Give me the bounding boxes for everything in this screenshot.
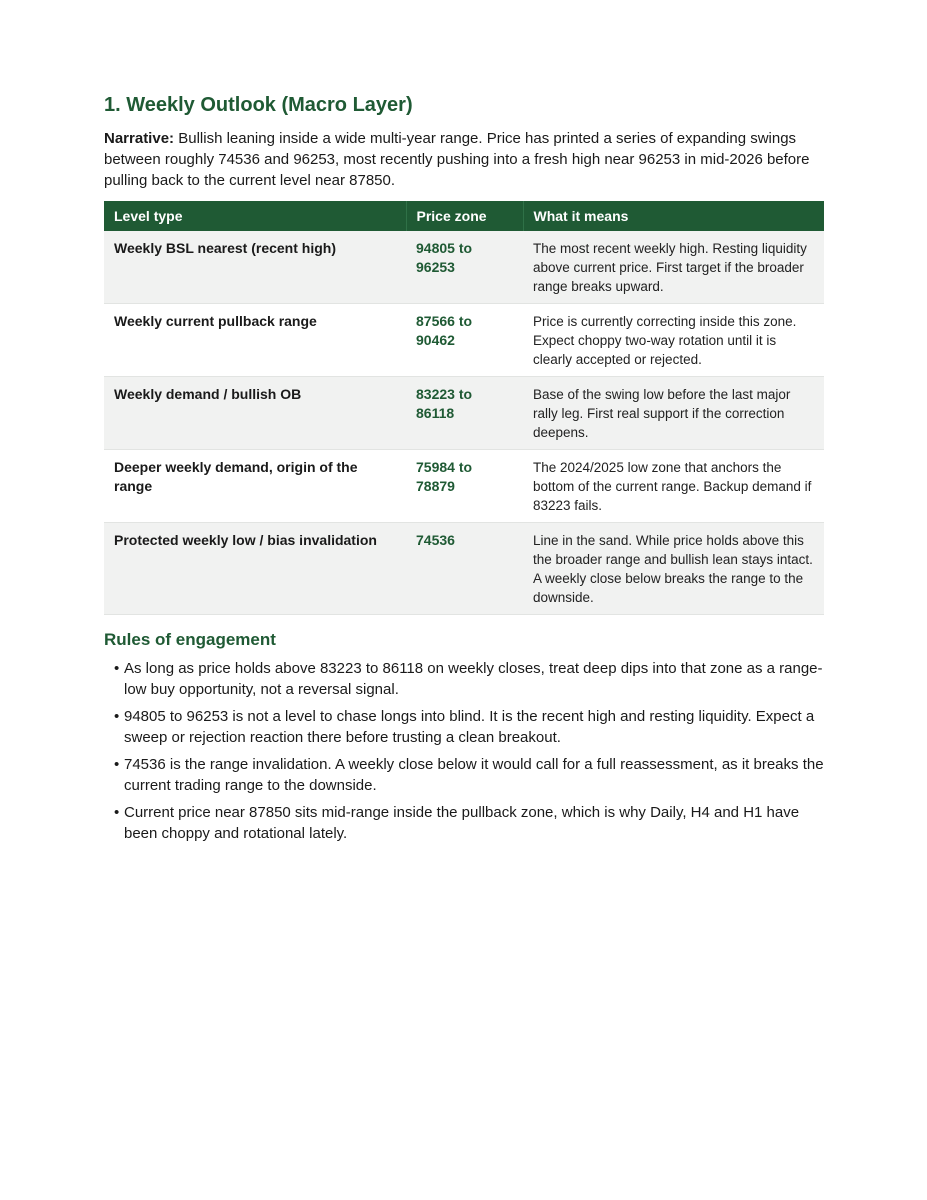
table-row [104, 377, 824, 450]
rule-text: 94805 to 96253 is not a level to chase longs into blind. It is the recent high and resting liquidity. Expect a sweep or rejection reaction there before trusting a clean breakout. [124, 708, 815, 746]
weekly-outlook-section [104, 92, 824, 850]
list-item [104, 706, 824, 748]
rule-text: Current price near 87850 sits mid-range inside the pullback zone, which is why Daily, H4 and H1 have been choppy and rotational lately. [124, 804, 800, 842]
table-row [104, 231, 824, 304]
rule-text: 74536 is the range invalidation. A weekly close below it would call for a full reassessment, as it breaks the current trading range to the downside. [124, 756, 824, 794]
meaning-cell: The 2024/2025 low zone that anchors the bottom of the current range. Backup demand if 83223 fails. [523, 450, 824, 523]
level-type-cell: Weekly BSL nearest (recent high) [104, 231, 406, 304]
rules-title: Rules of engagement [104, 630, 276, 649]
level-type-cell: Weekly current pullback range [104, 304, 406, 377]
meaning-cell: Line in the sand. While price holds above this the broader range and bullish lean stays intact. A weekly close below breaks the range to the downside. [523, 523, 824, 615]
price-zone-cell: 74536 [406, 523, 523, 615]
bullet-icon: • [114, 756, 120, 773]
list-item [104, 802, 824, 844]
table-row [104, 304, 824, 377]
price-zone-cell: 87566 to 90462 [406, 304, 523, 377]
table-header-row [104, 201, 824, 231]
narrative-text: Bullish leaning inside a wide multi-year range. Price has printed a series of expanding swings between roughly 74536 and 96253, most recently pushing into a fresh high near 96253 in mid-2026 before pulling back to the current level near 87850. [104, 130, 810, 189]
price-zone-cell: 75984 to 78879 [406, 450, 523, 523]
levels-table [104, 201, 824, 615]
header-what-it-means: What it means [523, 201, 824, 231]
list-item [104, 754, 824, 796]
table-row [104, 450, 824, 523]
rules-list [104, 658, 824, 844]
header-price-zone: Price zone [406, 201, 523, 231]
bullet-icon: • [114, 804, 120, 821]
bullet-icon: • [114, 708, 120, 725]
table-row [104, 523, 824, 615]
price-zone-cell: 94805 to 96253 [406, 231, 523, 304]
narrative-paragraph [104, 128, 824, 191]
meaning-cell: The most recent weekly high. Resting liquidity above current price. First target if the broader range breaks upward. [523, 231, 824, 304]
meaning-cell: Base of the swing low before the last major rally leg. First real support if the correction deepens. [523, 377, 824, 450]
level-type-cell: Deeper weekly demand, origin of the range [104, 450, 406, 523]
bullet-icon: • [114, 660, 120, 677]
header-level-type: Level type [104, 201, 406, 231]
rule-text: As long as price holds above 83223 to 86118 on weekly closes, treat deep dips into that zone as a range-low buy opportunity, not a reversal signal. [124, 660, 823, 698]
price-zone-cell: 83223 to 86118 [406, 377, 523, 450]
section-title: 1. Weekly Outlook (Macro Layer) [104, 94, 413, 116]
level-type-cell: Weekly demand / bullish OB [104, 377, 406, 450]
narrative-label: Narrative: [104, 130, 175, 147]
level-type-cell: Protected weekly low / bias invalidation [104, 523, 406, 615]
list-item [104, 658, 824, 700]
meaning-cell: Price is currently correcting inside this zone. Expect choppy two-way rotation until it is clearly accepted or rejected. [523, 304, 824, 377]
